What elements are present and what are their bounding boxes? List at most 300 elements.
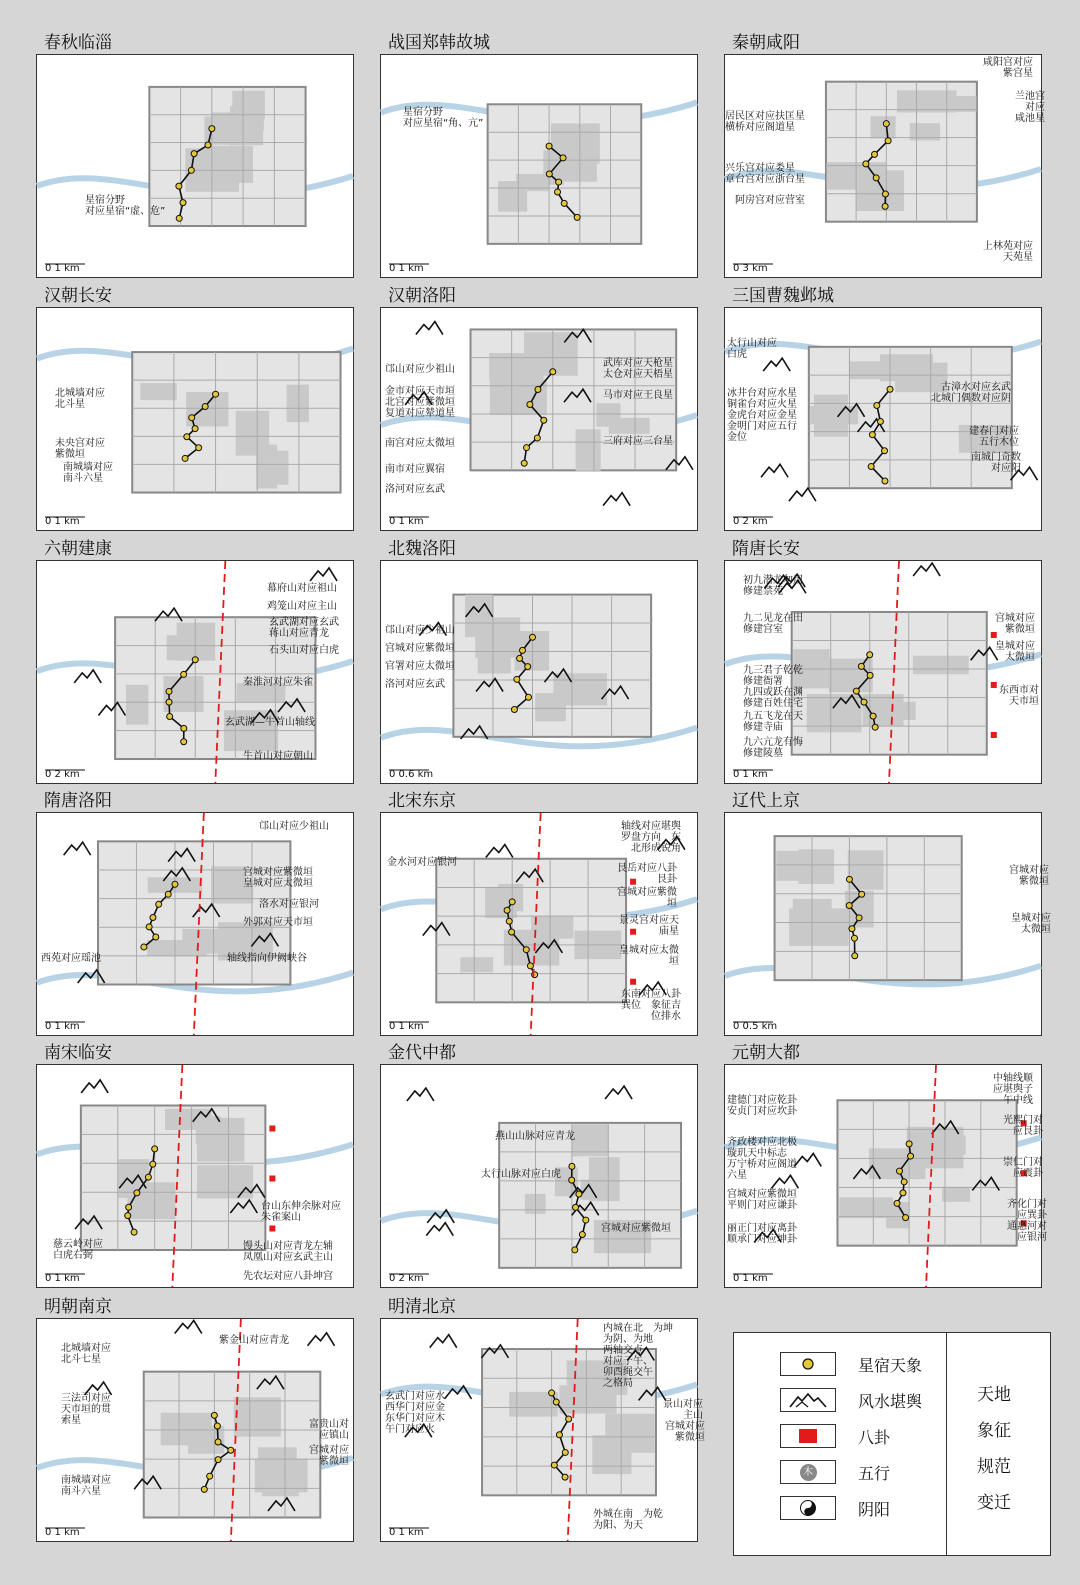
star-icon (908, 1153, 914, 1159)
map-annotation: 玄武湖—牛首山轴线 (225, 717, 315, 728)
star-icon (885, 138, 891, 144)
map-annotation: 上林苑对应 天苑星 (983, 241, 1033, 263)
city-block (814, 395, 848, 437)
map-annotation: 三法司对应 天市垣的贯 索星 (61, 1393, 111, 1426)
map-annotation: 冰井台对应水星 铜雀台对应火星 金虎台对应金星 金明门对应五行 金位 (727, 388, 797, 443)
city-block (829, 659, 873, 693)
panel-title: 北魏洛阳 (388, 539, 456, 559)
red-square-icon (269, 1225, 275, 1231)
map-frame (380, 1318, 705, 1542)
star-icon (574, 214, 580, 220)
star-icon (215, 1439, 221, 1445)
star-icon (846, 876, 852, 882)
star-icon (150, 915, 156, 921)
map-annotation: 九五飞龙在天 修建寺庙 (743, 711, 803, 733)
map-annotation: 富贵山对 应镇山 (309, 1419, 349, 1441)
map-annotation: 景山对应 主山 (663, 1399, 703, 1421)
map-annotation: 邙山对应少祖山 (385, 625, 455, 636)
map-annotation: 金市对应天市垣 北宫对应紫微垣 复道对应辇道星 (385, 386, 455, 419)
star-icon (583, 1217, 589, 1223)
city-block (798, 849, 834, 884)
star-icon (883, 121, 889, 127)
panel-title: 元朝大都 (732, 1043, 800, 1063)
red-square-icon (269, 1175, 275, 1181)
mountain-icon (416, 322, 443, 335)
map-frame (380, 307, 698, 531)
map-frame (724, 307, 1042, 531)
legend-item-yinyang (780, 1495, 890, 1521)
star-icon (870, 713, 876, 719)
mountain-icon (780, 1388, 836, 1412)
panel-title: 三国曹魏邺城 (732, 286, 834, 306)
star-icon (201, 1486, 207, 1492)
map-annotation: 外郭对应天市垣 (243, 917, 313, 928)
star-icon (556, 179, 562, 185)
star-icon (535, 387, 541, 393)
star-icon (887, 386, 893, 392)
star-icon (874, 402, 880, 408)
city-block (177, 623, 216, 661)
map-frame (36, 54, 354, 278)
star-icon (872, 724, 878, 730)
city-block (258, 451, 288, 485)
panel-title: 北宋东京 (388, 791, 456, 811)
map-annotation: 邙山对应少祖山 (259, 821, 329, 832)
star-icon (172, 881, 178, 887)
map-annotation: 皇城对应太微 垣 (619, 945, 679, 967)
star-icon (780, 1352, 836, 1376)
legend-label-yinyang: 阴阳 (858, 1499, 891, 1519)
star-icon (188, 167, 194, 173)
star-icon (192, 426, 198, 432)
star-icon (146, 924, 152, 930)
star-icon (561, 200, 567, 206)
city-block (535, 693, 566, 721)
map-annotation: 九四或跃在渊 修建百姓住宅 (743, 687, 803, 709)
star-icon (523, 947, 529, 953)
city-block (893, 702, 916, 720)
legend-divider (946, 1333, 947, 1555)
star-icon (525, 694, 531, 700)
star-icon (852, 953, 858, 959)
star-icon (514, 676, 520, 682)
scale-label: 0 1 km (389, 263, 424, 274)
star-icon (872, 151, 878, 157)
star-icon (877, 418, 883, 424)
city-block (942, 1187, 970, 1202)
legend-item-bagua (780, 1423, 890, 1449)
star-icon (134, 1190, 140, 1196)
map-annotation: 东西市对 天市垣 (999, 685, 1039, 707)
map-annotation: 轴线对应堪舆 罗盘方向 东 北形成锐角 (621, 821, 681, 854)
star-icon (562, 1474, 568, 1480)
star-icon (863, 161, 869, 167)
map-annotation: 馒头山对应青龙左辅 凤凰山对应玄武主山 (243, 1241, 333, 1263)
map-annotation: 阿房宫对应营室 (735, 195, 805, 206)
map-annotation: 内城在北 为坤 为阴、为地 两轴交点 对应子午、 卯酉绳交午 之格局 (603, 1323, 673, 1389)
star-icon (572, 1247, 578, 1253)
map-annotation: 洛河对应玄武 (385, 679, 445, 690)
star-icon (126, 1204, 132, 1210)
mountain-icon (913, 563, 940, 576)
star-icon (897, 1168, 903, 1174)
legend-item-star (780, 1351, 922, 1377)
map-annotation: 宫城对应 紫微垣 (1009, 865, 1049, 887)
panel-title: 明朝南京 (44, 1297, 112, 1317)
mountain-icon (64, 842, 91, 855)
star-icon (192, 657, 198, 663)
map-annotation: 东南对应八卦 巽位 象征吉 位排水 (621, 989, 681, 1022)
star-icon (867, 652, 873, 658)
city-block (596, 403, 620, 426)
star-icon (141, 944, 147, 950)
map-annotation: 南宫对应太微垣 (385, 438, 455, 449)
star-icon (859, 891, 865, 897)
map-annotation: 洛水对应银河 (259, 899, 319, 910)
map-frame (36, 560, 354, 784)
star-icon (525, 664, 531, 670)
map-annotation: 鸡笼山对应主山 (267, 601, 337, 612)
star-icon (181, 671, 187, 677)
scale-label: 0 0.6 km (389, 769, 434, 780)
map-drawing (725, 813, 1041, 1035)
scale-label: 0 2 km (389, 1273, 424, 1284)
city-block (262, 1467, 299, 1497)
star-icon (882, 203, 888, 209)
star-icon (869, 432, 875, 438)
map-annotation: 马市对应王良星 (603, 390, 673, 401)
map-annotation: 石头山对应白虎 (269, 645, 339, 656)
star-icon (504, 907, 510, 913)
map-annotation: 慈云岭对应 白虎右弼 (53, 1239, 103, 1261)
city-block (236, 411, 269, 456)
map-drawing (37, 308, 353, 530)
mountain-icon (74, 670, 101, 683)
map-annotation: 太行山对应 白虎 (727, 338, 777, 360)
map-drawing (381, 561, 697, 783)
star-icon (846, 902, 852, 908)
map-annotation: 金水河对应银河 (387, 857, 457, 868)
city-block (592, 1435, 631, 1474)
star-icon (196, 445, 202, 451)
star-icon (873, 175, 879, 181)
city-block (197, 1118, 245, 1162)
city-block (126, 685, 148, 725)
mountain-icon (789, 488, 816, 501)
map-annotation: 星宿分野 对应星宿“虚、危” (85, 195, 166, 217)
panel-title: 明清北京 (388, 1297, 456, 1317)
mountain-icon (486, 845, 513, 858)
legend-item-wuxing (780, 1459, 890, 1485)
scale-label: 0 2 km (733, 516, 768, 527)
city-block (460, 957, 493, 972)
star-icon (150, 1161, 156, 1167)
panel-title: 隋唐长安 (732, 539, 800, 559)
map-annotation: 牛首山对应朝山 (243, 751, 313, 762)
star-icon (576, 1191, 582, 1197)
map-annotation: 中轴线顺 应堪舆子 午中线 (993, 1073, 1033, 1106)
map-annotation: 玄武门对应水 西华门对应金 东华门对应木 午门对应火 (385, 1391, 445, 1435)
star-icon (182, 455, 188, 461)
panel-title: 秦朝咸阳 (732, 33, 800, 53)
star-icon (546, 143, 552, 149)
city-block (478, 652, 511, 674)
star-icon (853, 688, 859, 694)
map-annotation: 光熙门对 应艮卦 (1003, 1115, 1043, 1137)
star-icon (153, 934, 159, 940)
star-icon (511, 706, 517, 712)
map-annotation: 古漳水对应玄武 北城门偶数对应阴 (931, 382, 1011, 404)
star-icon (527, 963, 533, 969)
map-annotation: 宫城对应紫微 垣 (617, 887, 677, 909)
map-annotation: 轴线指向伊阙峡谷 (227, 953, 307, 964)
map-annotation: 台山东伸余脉对应 朱雀案山 (261, 1201, 341, 1223)
star-icon (569, 1177, 575, 1183)
city-block (911, 1135, 966, 1154)
map-frame (36, 1064, 354, 1288)
map-frame (724, 1064, 1047, 1288)
star-icon (165, 891, 171, 897)
star-icon (509, 929, 515, 935)
star-icon (211, 1412, 217, 1418)
star-icon (166, 688, 172, 694)
mountain-icon (794, 1153, 821, 1166)
mountain-icon (605, 1086, 632, 1099)
scale-label: 0 0.5 km (733, 1021, 778, 1032)
panel-title: 汉朝长安 (44, 286, 112, 306)
map-annotation: 九六亢龙有悔 修建陵墓 (743, 737, 803, 759)
red-square-icon (991, 682, 997, 688)
scale-label: 0 2 km (45, 769, 80, 780)
star-icon (556, 1432, 562, 1438)
map-annotation: 秦淮河对应朱雀 (243, 677, 313, 688)
map-annotation: 皇城对应 太微垣 (995, 641, 1035, 663)
map-annotation: 燕山山脉对应青龙 (495, 1131, 575, 1142)
star-icon (205, 142, 211, 148)
star-icon (550, 369, 556, 375)
city-block (856, 170, 904, 211)
star-icon (215, 1457, 221, 1463)
star-icon (856, 915, 862, 921)
map-annotation: 南城墙对应 南斗六星 (63, 462, 113, 484)
map-annotation: 幕府山对应祖山 (267, 583, 337, 594)
star-icon (882, 478, 888, 484)
star-icon (176, 215, 182, 221)
star-icon (858, 663, 864, 669)
map-annotation: 北城墙对应 北斗星 (55, 388, 105, 410)
mountain-icon (763, 358, 790, 371)
legend-label-bagua: 八卦 (858, 1427, 891, 1447)
scale-label: 0 3 km (733, 263, 768, 274)
map-annotation: 咸阳宫对应 紫宫星 (983, 57, 1033, 79)
scale-label: 0 1 km (45, 1273, 80, 1284)
map-frame (380, 54, 698, 278)
map-annotation: 宫城对应紫微垣 皇城对应太微垣 (243, 867, 313, 889)
map-annotation: 星宿分野 对应星宿“角、亢” (403, 107, 484, 129)
map-frame (36, 812, 354, 1036)
panel-title: 隋唐洛阳 (44, 791, 112, 811)
star-icon (529, 634, 535, 640)
map-annotation: 武库对应天枪星 太仓对应天梧星 (603, 358, 673, 380)
star-icon (152, 1146, 158, 1152)
city-block (234, 1397, 281, 1436)
map-annotation: 景灵宫对应天 庙星 (619, 915, 679, 937)
star-icon (566, 1416, 572, 1422)
map-frame (380, 812, 698, 1036)
panel-title: 春秋临淄 (44, 33, 112, 53)
mountain-icon (310, 568, 337, 581)
city-block (211, 866, 246, 903)
star-icon (868, 464, 874, 470)
map-drawing (381, 308, 697, 530)
map-annotation: 邙山对应少祖山 (385, 364, 455, 375)
legend-label-wuxing: 五行 (858, 1463, 891, 1483)
scale-label: 0 1 km (45, 1527, 80, 1538)
star-icon (901, 1179, 907, 1185)
city-block (161, 1413, 212, 1446)
mountain-icon (407, 1088, 434, 1101)
star-icon (527, 402, 533, 408)
star-icon (521, 460, 527, 466)
legend (733, 1332, 1051, 1556)
star-icon (882, 191, 888, 197)
map-annotation: 外城在南 为乾 为阳、为天 (593, 1509, 663, 1531)
mountain-icon (175, 1320, 202, 1333)
map-annotation: 宫城对应紫微垣 (385, 643, 455, 654)
red-square-icon (991, 732, 997, 738)
mountain-icon (308, 1333, 335, 1346)
star-icon (228, 1447, 234, 1453)
star-icon (207, 1473, 213, 1479)
mountain-icon (761, 464, 788, 477)
star-icon (156, 901, 162, 907)
red-square-icon (780, 1424, 836, 1448)
map-frame (724, 54, 1045, 278)
map-annotation: 齐政楼对应北极 璇玑天中标志 万宁桥对应阁道 六星 (727, 1137, 797, 1181)
star-icon (184, 434, 190, 440)
scale-label: 0 1 km (45, 263, 80, 274)
star-icon (181, 725, 187, 731)
legend-item-fengshui (780, 1387, 922, 1413)
mountain-icon (81, 1080, 108, 1093)
star-icon (555, 189, 561, 195)
panel-title: 辽代上京 (732, 791, 800, 811)
star-icon (506, 918, 512, 924)
yinyang-icon (780, 1496, 836, 1520)
map-annotation: 北城墙对应 北斗七星 (61, 1343, 111, 1365)
city-block (849, 361, 895, 379)
panel-title: 战国郑韩故城 (388, 33, 490, 53)
mountain-icon (426, 1223, 453, 1236)
star-icon (867, 672, 873, 678)
map-drawing (37, 561, 353, 783)
map-drawing (37, 55, 353, 277)
map-annotation: 初九潜龙勿用 修建禁苑 (743, 575, 803, 597)
map-annotation: 建德门对应乾卦 安贞门对应坎卦 (727, 1095, 797, 1117)
mountain-icon (603, 493, 630, 506)
city-block (776, 851, 801, 881)
star-icon (562, 1449, 568, 1455)
map-annotation: 齐化门对 应巽卦 通惠河对 应银河 (1007, 1199, 1047, 1243)
star-icon (202, 404, 208, 410)
map-annotation: 南城门奇数 对应阳 (971, 452, 1021, 474)
map-annotation: 宫城对应紫微垣 (601, 1223, 671, 1234)
map-frame (724, 812, 1051, 1036)
map-annotation: 洛河对应玄武 (385, 484, 445, 495)
map-annotation: 宫城对应紫微垣 平则门对应谦卦 (727, 1189, 797, 1211)
map-frame (724, 560, 1042, 784)
scale-label: 0 1 km (389, 516, 424, 527)
scale-label: 0 1 km (45, 516, 80, 527)
map-annotation: 崇仁门对 应震卦 (1003, 1157, 1043, 1179)
map-frame (36, 1318, 354, 1542)
map-annotation: 南城墙对应 南斗六星 (61, 1475, 111, 1497)
map-annotation: 未央宫对应 紫微垣 (55, 438, 105, 460)
map-drawing (381, 55, 697, 277)
star-icon (191, 151, 197, 157)
star-icon (125, 1213, 131, 1219)
map-frame (380, 1064, 698, 1288)
star-icon (851, 935, 857, 941)
map-annotation: 皇城对应 太微垣 (1011, 913, 1051, 935)
star-icon (549, 1390, 555, 1396)
map-annotation: 居民区对应扶匡星 横桥对应阁道星 (725, 111, 805, 133)
scale-label: 0 1 km (389, 1021, 424, 1032)
star-icon (546, 171, 552, 177)
map-frame (36, 307, 354, 531)
city-block (140, 383, 176, 400)
scale-label: 0 1 km (733, 769, 768, 780)
map-annotation: 太行山脉对应白虎 (481, 1169, 561, 1180)
panel-title: 六朝建康 (44, 539, 112, 559)
city-block (287, 385, 309, 423)
star-icon (553, 1399, 559, 1405)
star-icon (214, 1423, 220, 1429)
star-icon (520, 647, 526, 653)
city-block (490, 380, 547, 415)
star-icon (861, 699, 867, 705)
map-annotation: 九二见龙在田 修建宫室 (743, 613, 803, 635)
map-annotation: 玄武湖对应玄武 蒋山对应青龙 (269, 617, 339, 639)
map-annotation: 艮岳对应八卦 艮卦 (617, 863, 677, 885)
star-icon (906, 1141, 912, 1147)
scale-label: 0 1 km (733, 1273, 768, 1284)
star-icon (517, 655, 523, 661)
star-icon (560, 155, 566, 161)
map-annotation: 兴乐宫对应娄星 章台宫对应浙台星 (725, 163, 805, 185)
map-annotation: 紫金山对应青龙 (219, 1335, 289, 1346)
star-icon (900, 1190, 906, 1196)
star-icon (849, 926, 855, 932)
legend-title: 天地象征规范变迁 (977, 1385, 1011, 1513)
map-annotation: 宫城对应 紫微垣 (665, 1421, 705, 1443)
map-annotation: 官署对应太微垣 (385, 661, 455, 672)
star-icon (131, 1229, 137, 1235)
map-annotation: 兰池宫 对应 咸池星 (1015, 91, 1045, 124)
map-annotation: 丽正门对应离卦 顺承门对应坤卦 (727, 1223, 797, 1245)
city-block (197, 1165, 253, 1198)
panel-title: 金代中都 (388, 1043, 456, 1063)
star-icon (579, 1231, 585, 1237)
map-annotation: 三府对应三台星 (603, 436, 673, 447)
mountain-icon (430, 1335, 457, 1348)
city-block (465, 595, 493, 637)
star-icon (213, 391, 219, 397)
legend-label-star: 星宿天象 (858, 1355, 923, 1375)
map-annotation: 宫城对应 紫微垣 (995, 613, 1035, 635)
star-icon (176, 183, 182, 189)
scale-label: 0 1 km (45, 1021, 80, 1032)
